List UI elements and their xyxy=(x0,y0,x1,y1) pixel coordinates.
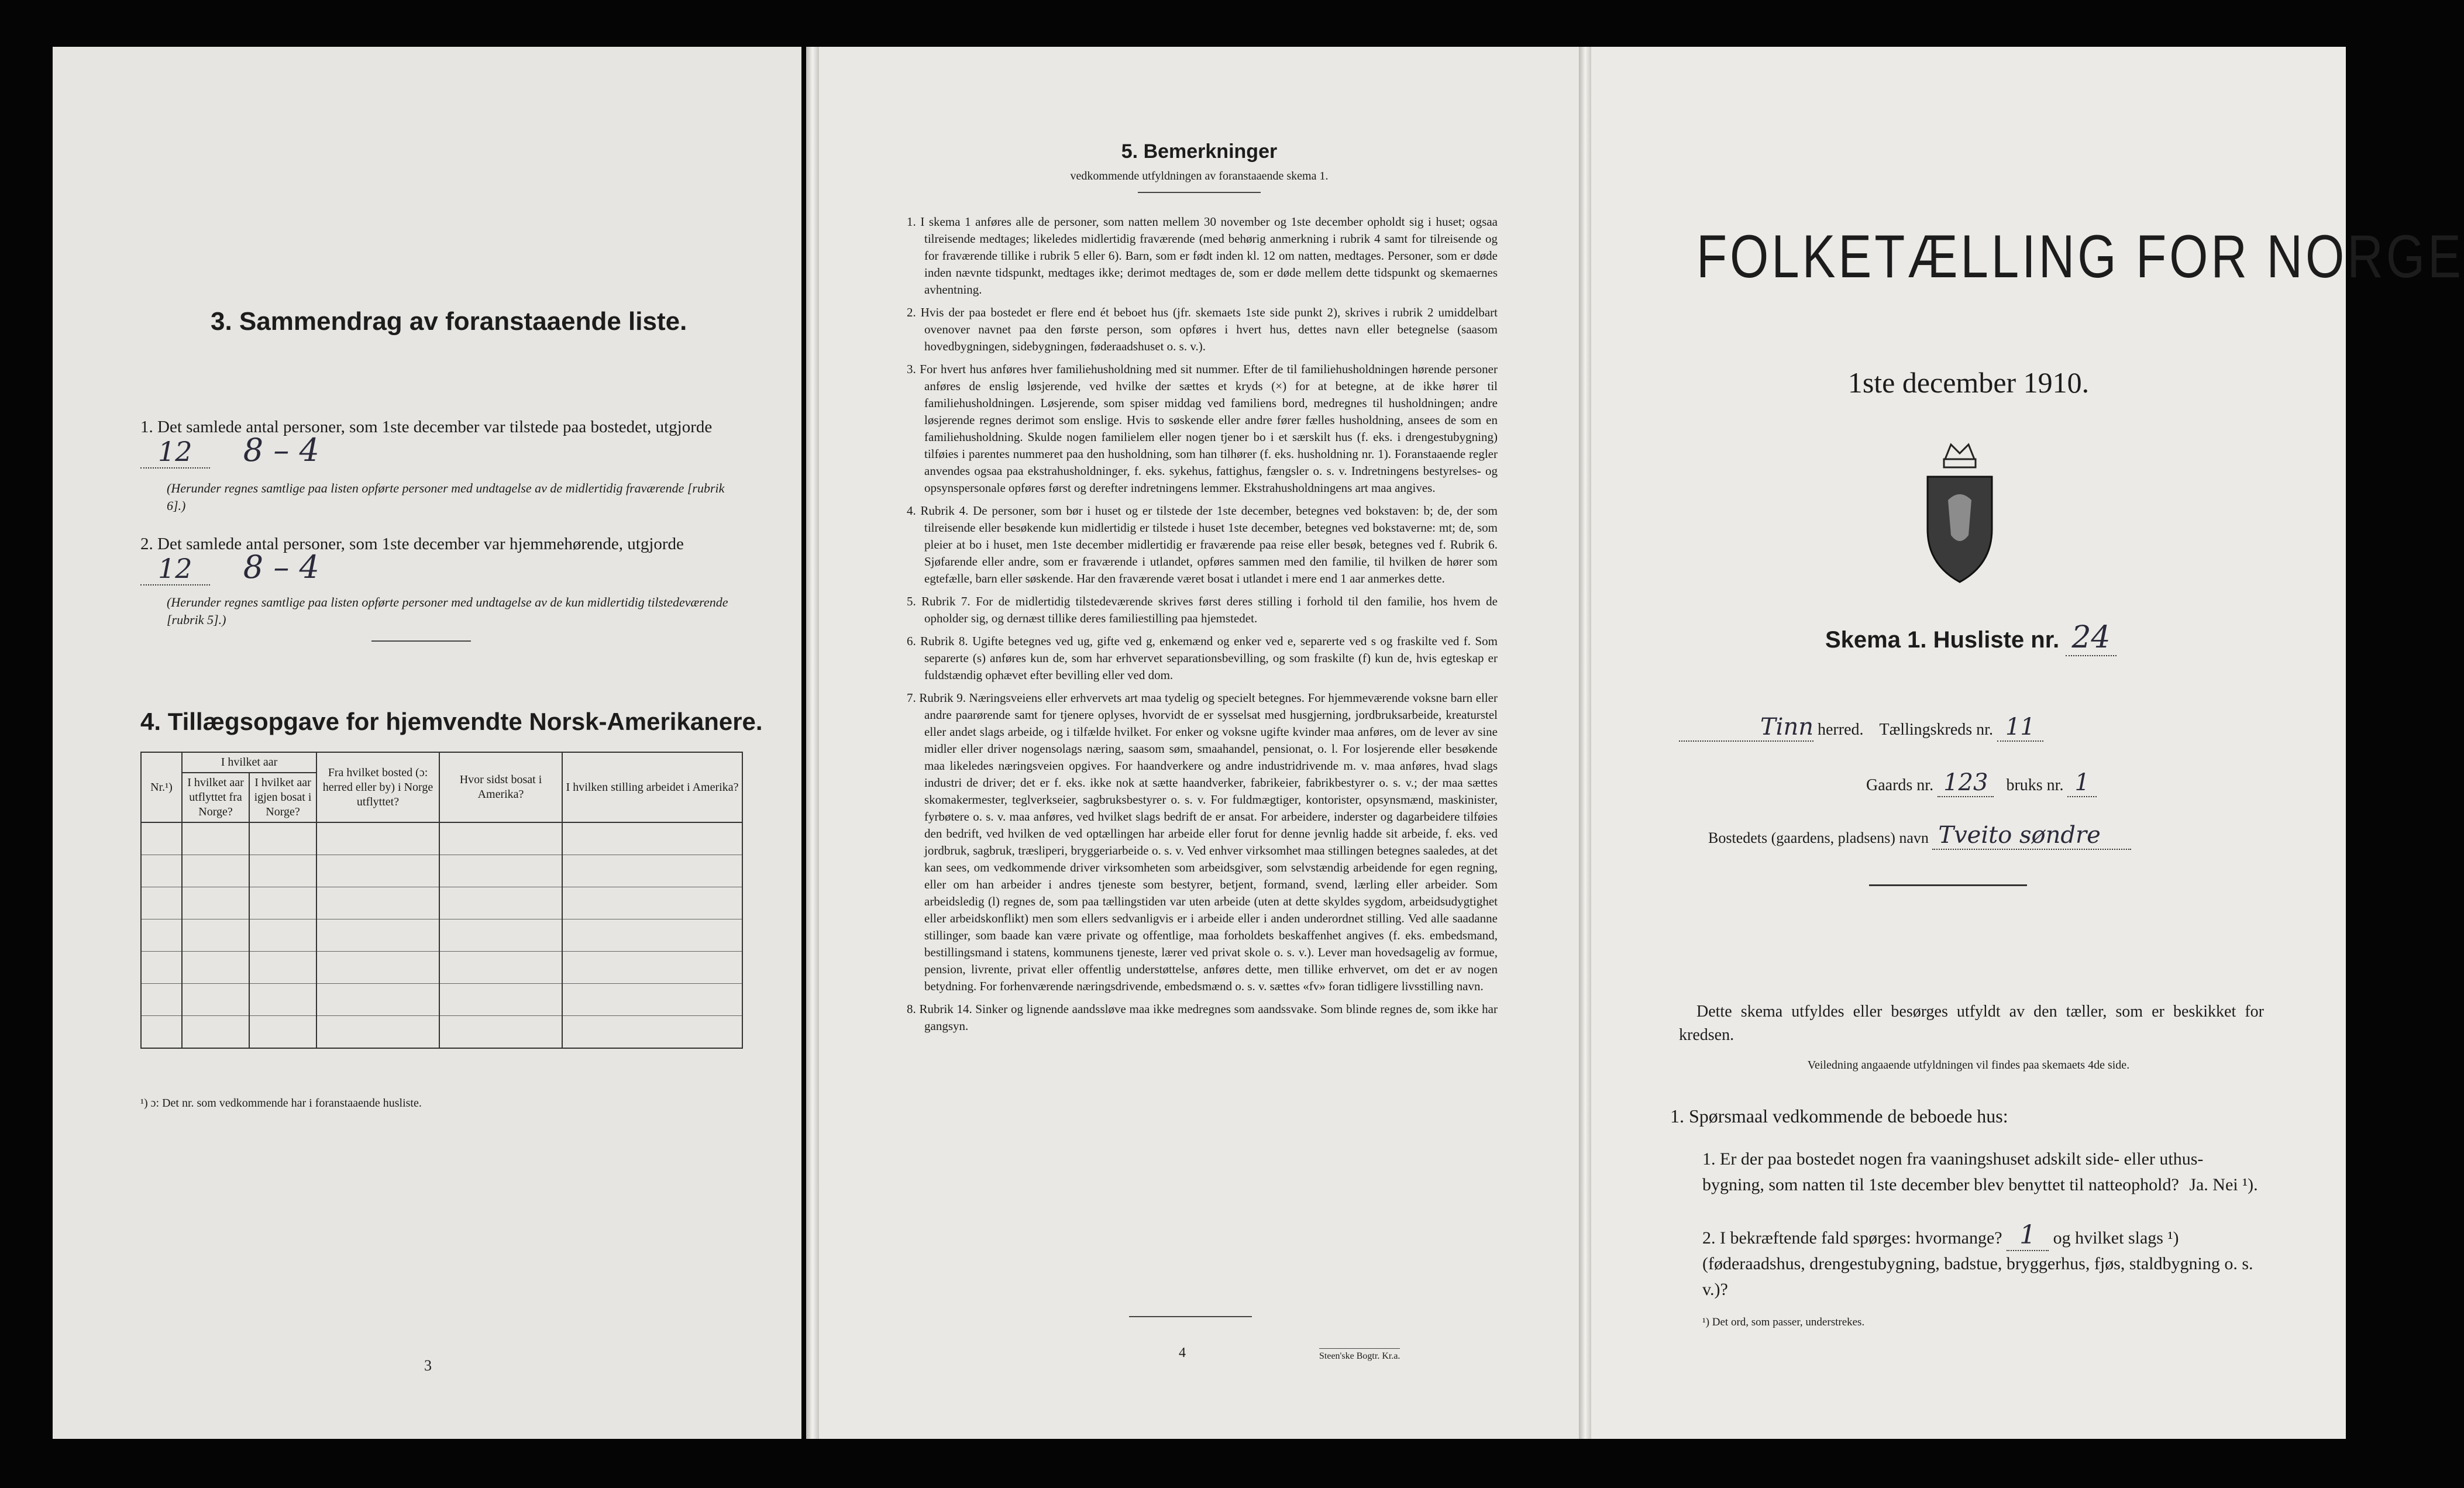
page-number: 3 xyxy=(424,1357,432,1374)
divider xyxy=(1129,1316,1252,1317)
question-1 xyxy=(1702,1146,2264,1198)
remark-2: 2. Hvis der paa bostedet er flere end ét beboet hus (jfr. skemaets 1ste side punkt 2), skrives i rubrik 2 umiddelbart ovenover navnet paa den første person, som opføres i hvert hus, dettes navn eller betegnelse (saasom hovedbygningen, sidebygningen, føderaadshuset o. s. v.). xyxy=(907,305,1498,353)
item2-text: 2. Det samlede antal personer, som 1ste december var hjemmehørende, utgjorde xyxy=(140,535,684,553)
question-heading: 1. Spørsmaal vedkommende de beboede hus: xyxy=(1670,1105,2008,1127)
q1-answer: Ja. Nei ¹). xyxy=(2189,1175,2258,1194)
form-title: FOLKETÆLLING FOR NORGE xyxy=(1696,223,2464,291)
cover-footnote: ¹) Det ord, som passer, understrekes. xyxy=(1702,1316,1865,1328)
col-nr: Nr.¹) xyxy=(141,752,182,822)
instruction-small: Veiledning angaaende utfyldningen vil findes paa skemaets 4de side. xyxy=(1807,1059,2130,1072)
remark-6: 6. Rubrik 8. Ugifte betegnes ved ug, gifte ved g, enkemænd og enker ved e, separerte ved s og fraskilte ved f. Som separerte (s) anføres kun de, som har erhvervet separationsbevilling, og som fraskilte (f) kun de, hvis egteskap er fuldstændig ophævet efter bevilling eller ved dom. xyxy=(907,634,1498,682)
remarks-subtitle: vedkommende utfyldningen av foranstaaende skema 1. xyxy=(1070,170,1329,182)
herred-label: herred. xyxy=(1818,721,1864,739)
item2-value: 12 xyxy=(140,553,210,585)
husliste-nr: 24 xyxy=(2066,620,2116,656)
divider xyxy=(1138,192,1261,193)
remark-7: 7. Rubrik 9. Næringsveiens eller erhvervets art maa tydelig og specielt betegnes. For hjemmeværende voksne barn eller andre paarørende samt for tjenere oplyses, hvorvidt de er sysselsat med husgjerning, jordbruksarbeide, kreaturstel eller andet slags arbeide, og i tilfælde hvilket. For enker og voksne ugifte kvinder maa anføres, om de lever av sine midler eller driver nogensolags næring, saasom søm, smaahandel, pensionat, o. l. For losjerende eller besøkende maa likeledes næringsveien opgives. For haandverkere og andre industridrivende m. v. maa anføres, hvad slags industri de driver; det er f. eks. ikke nok at sætte haandverker, fabrikeier, fabrikbestyrer o. s. v.; der maa sættes skomakermester, teglverkseier, sagbruksbestyrer o. s. v. For fuldmægtiger, kontorister, opsynsmænd, maskinister, fyrbøtere o. s. v. maa anføres, ved hvilket slags bedrift de er ansat. For arbeidere, inderster og dagarbeidere tilføies den bedrift, ved hvilken de ved optællingen har arbeide eller forut for denne jevnlig hadde sit arbeide, f. eks. ved jordbruk, sagbruk, træsliperi, bryggeriarbeide o. s. v. Ved enhver virksomhet maa stillingen betegnes saaledes, at det kan sees, om vedkommende driver virksomheten som arbeidsgiver, som selvstændig arbeidende for egen regning, eller om han arbeider i andres tjeneste som bestyrer, betjent, formand, svend, lærling eller arbeider. Som arbeidsledig (l) regnes de, som paa tællingstiden var uten arbeide (uten at dette skyldes sygdom, arbeidsudygtighet eller arbeidskonflikt) men som ellers sedvanligvis er i arbeide eller i anden underordnet stilling. Ved alle saadanne stillinger, som baade kan være private og offentlige, maa forholdets beskaffenhet angives (f. eks. embedsmand, bestillingsmand i statens, kommunens tjeneste, lærer ved privat skole o. s. v.). Lever man hovedsagelig av formue, pension, livrente, privat eller offentlig understøttelse, anføres dette, men tillike erhvervet, om det er av nogen betydning. For forhenværende næringsdrivende, embedsmænd o. s. v. sættes «fv» foran tidligere livsstilling navn. xyxy=(907,691,1498,993)
kreds-value: 11 xyxy=(1997,714,2043,742)
table-row xyxy=(141,1016,742,1049)
instruction-text: Dette skema utfyldes eller besørges utfyldt av den tæller, som er beskikket for kredsen. xyxy=(1679,1003,2264,1044)
remark-4: 4. Rubrik 4. De personer, som bør i huset og er tilstede der 1ste december, betegnes ved bokstaven: b; de, der som tilreisende eller besøkende kun midlertidig er tilstede i huset 1ste december, betegnes ved bokstaverne: mt; de, som pleier at bo i huset, men 1ste december midlertidig er fraværende paa reise eller besøk, betegnes ved f. Rubrik 6. Sjøfarende eller andre, som er fraværende i utlandet, opføres sammen med den familie, til hvilken de hører som egtefælle, barn eller søskende. Har den fraværende været bosat i utlandet i mere end 1 aar anmerkes dette. xyxy=(907,504,1498,585)
summary-item-1 xyxy=(140,415,743,467)
gaards-line xyxy=(1866,769,2097,796)
table-footnote: ¹) ɔ: Det nr. som vedkommende har i foranstaaende husliste. xyxy=(140,1097,422,1110)
q2-text-b: og hvilket slags ¹) xyxy=(2053,1228,2179,1248)
page-summary xyxy=(53,47,801,1439)
page-fold xyxy=(1579,47,1592,1439)
page-remarks xyxy=(819,47,1579,1439)
q2-text-a: 2. I bekræftende fald spørges: hvormange? xyxy=(1702,1228,2002,1248)
bosted-value: Tveito søndre xyxy=(1932,822,2131,850)
page-fold xyxy=(806,47,819,1439)
form-date: 1ste december 1910. xyxy=(1847,366,2090,399)
herred-line xyxy=(1679,714,2311,742)
table-row xyxy=(141,855,742,887)
herred-field xyxy=(1679,714,1813,742)
item1-note: (Herunder regnes samtlige paa listen opførte personer med undtagelse av de midlertidig fraværende [rubrik 6].) xyxy=(167,481,725,513)
schema-label-text: Skema 1. Husliste nr. xyxy=(1825,627,2060,653)
q2-text-c: (føderaadshus, drengestubygning, badstue, bryggerhus, fjøs, staldbygning o. s. v.)? xyxy=(1702,1254,2253,1299)
page-number: 4 xyxy=(1179,1345,1186,1360)
table-row xyxy=(141,822,742,855)
table-row xyxy=(141,984,742,1016)
herred-value: Tinn xyxy=(1760,714,1813,740)
divider xyxy=(371,640,471,642)
coat-of-arms-icon xyxy=(1916,436,2004,588)
col-utflyttet: I hvilket aar utflyttet fra Norge? xyxy=(182,773,249,822)
col-igjen: I hvilket aar igjen bosat i Norge? xyxy=(249,773,316,822)
item2-note: (Herunder regnes samtlige paa listen opførte personer med undtagelse av de kun midlertidig tilstedeværende [rubrik 5].) xyxy=(167,595,728,627)
col-group-aar: I hvilket aar xyxy=(182,752,316,773)
table-row xyxy=(141,887,742,919)
ornament-divider xyxy=(1869,884,2027,886)
question-2 xyxy=(1702,1222,2264,1303)
section4-title: 4. Tillægsopgave for hjemvendte Norsk-Amerikanere. xyxy=(140,708,763,735)
table-row xyxy=(141,919,742,952)
item1-split: 8 – 4 xyxy=(243,432,319,469)
q2-count: 1 xyxy=(2007,1220,2049,1251)
gaards-value: 123 xyxy=(1938,769,1994,797)
col-bosted: Fra hvilket bosted (ɔ: herred eller by) i Norge utflyttet? xyxy=(316,752,439,822)
norsk-amerikanere-table xyxy=(140,752,743,1049)
schema-label xyxy=(1825,620,2117,655)
summary-item-2 xyxy=(140,532,743,584)
remark-8: 8. Rubrik 14. Sinker og lignende aandssløve maa ikke medregnes som aandssvake. Som blinde regnes de, som ikke har gangsyn. xyxy=(907,1002,1498,1033)
col-amerika: Hvor sidst bosat i Amerika? xyxy=(439,752,562,822)
remark-3: 3. For hvert hus anføres hver familiehusholdning med sit nummer. Efter de til familiehusholdningen hørende personer anføres de enslig løsjerende, ved hvilke der sættes et kryds (×) for at betegne, at de ikke hører til familiehusholdningen. Løsjerende, som spiser middag ved familiens bord, medregnes til husholdningen; andre løsjerende regnes derimot som enslige. Hvis to søskende eller andre fører fælles husholdning, ansees de som en familiehusholdning. Skulde nogen familielem eller nogen tjener bo i et særskilt hus (f. eks. i drengestubygning) tilføies i parentes nummeret paa den husholdning, som han tilhører (f. eks. husholdning nr. 1). Foranstaaende regler anvendes ogsaa paa ekstrahusholdninger, f. eks. sykehus, fattighus, fængsler o. s. v. Indretningens bestyrelses- og opsynspersonale opføres først og derefter indretningens lemmer. Ekstrahusholdningens art maa angives. xyxy=(907,362,1498,495)
remark-1: 1. I skema 1 anføres alle de personer, som natten mellem 30 november og 1ste december opholdt sig i huset; ogsaa tilreisende medtages; likeledes midlertidig fraværende (med behørig anmerkning i rubrik 4 samt for tilreisende og for fraværende tillike i rubrik 5 eller 6). Barn, som er født inden kl. 12 om natten, medtages. Personer, som er døde inden nævnte tidspunkt, medtages ikke; derimot medtages de, som er døde mellem dette tidspunkt og skemaernes avhentning. xyxy=(907,215,1498,297)
remark-5: 5. Rubrik 7. For de midlertidig tilstedeværende skrives først deres stilling i forhold til den familie, hos hvem de opholder sig, og dernæst tillike deres familiestilling paa hjemstedet. xyxy=(907,594,1498,625)
item1-value: 12 xyxy=(140,436,210,469)
q1-text: 1. Er der paa bostedet nogen fra vaaningshuset adskilt side- eller uthus-bygning, som natten til 1ste december blev benyttet til natteophold? xyxy=(1702,1149,2204,1194)
item2-split: 8 – 4 xyxy=(243,549,319,585)
bosted-line xyxy=(1708,822,2131,850)
table-row xyxy=(141,952,742,984)
remarks-body xyxy=(907,213,1498,1041)
printer-credit: Steen'ske Bogtr. Kr.a. xyxy=(1319,1348,1400,1362)
remarks-title: 5. Bemerkninger xyxy=(1121,140,1278,163)
page-cover xyxy=(1591,47,2464,1439)
kreds-label: Tællingskreds nr. xyxy=(1879,721,1993,739)
bosted-label: Bostedets (gaardens, pladsens) navn xyxy=(1708,829,1929,846)
bruks-label: bruks nr. xyxy=(2006,776,2064,794)
gaards-label: Gaards nr. xyxy=(1866,776,1934,794)
col-stilling: I hvilken stilling arbeidet i Amerika? xyxy=(562,752,742,822)
item1-text: 1. Det samlede antal personer, som 1ste december var tilstede paa bostedet, utgjorde xyxy=(140,418,713,436)
bruks-value: 1 xyxy=(2067,769,2096,797)
section3-title: 3. Sammendrag av foranstaaende liste. xyxy=(211,307,687,336)
